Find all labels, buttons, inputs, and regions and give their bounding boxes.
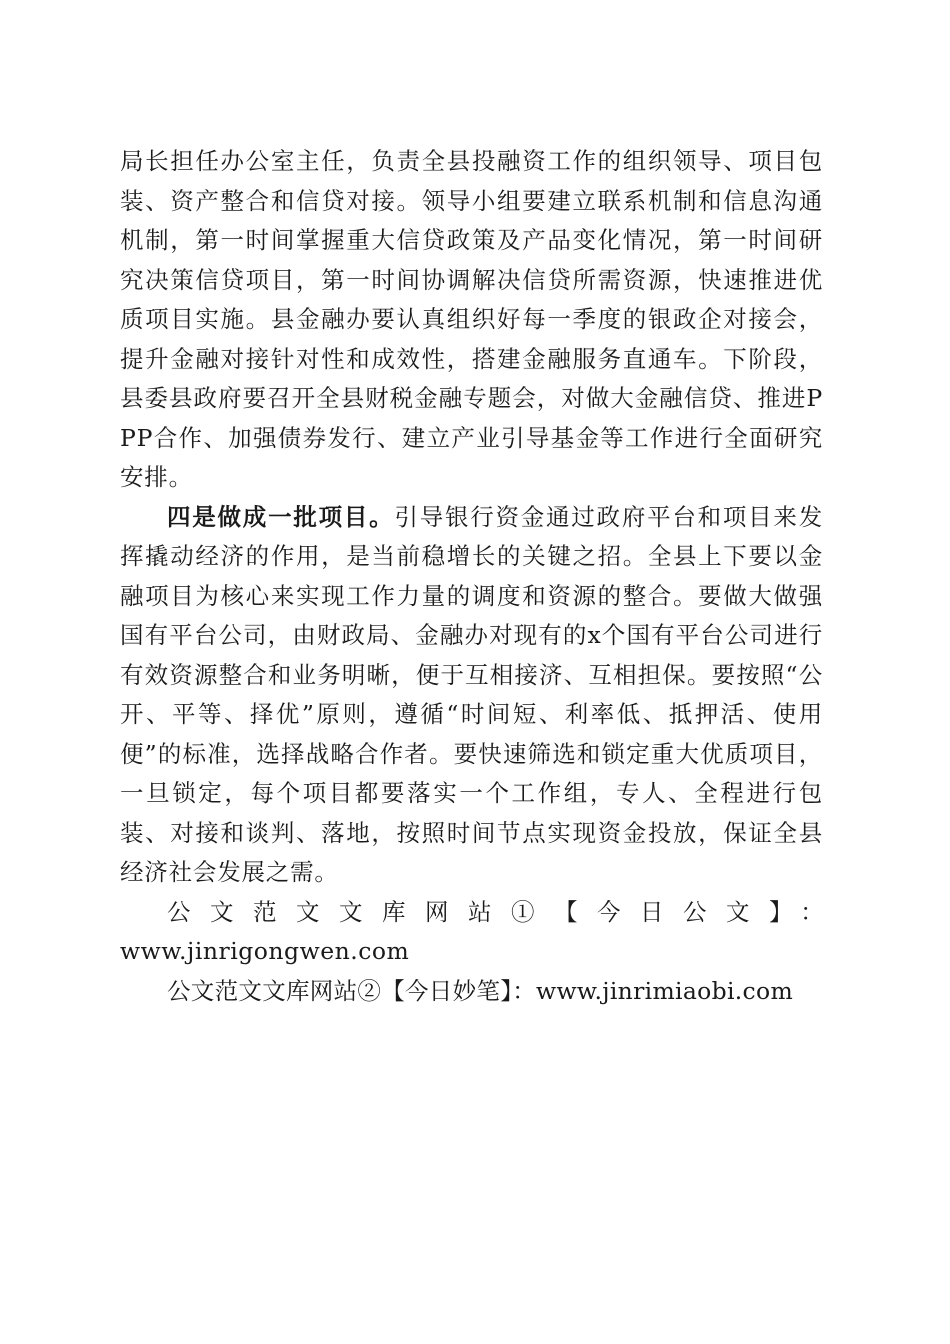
document-page (120, 142, 844, 1011)
paragraph-continued: 局长担任办公室主任，负责全县投融资工作的组织领导、项目包装、资产整合和信贷对接。领导小组要建立联系机制和信息沟通机制，第一时间掌握重大信贷政策及产品变化情况，第一时间研究决策信贷项目，第一时间协调解决信贷所需资源，快速推进优质项目实施。县金融办要认真组织好每一季度的银政企对接会，提升金融对接针对性和成效性，搭建金融服务直通车。下阶段，县委县政府要召开全县财税金融专题会，对做大金融信贷、推进PPP合作、加强债券发行、建立产业引导基金等工作进行全面研究安排。 (120, 147, 823, 491)
section-body: 引导银行资金通过政府平台和项目来发挥撬动经济的作用，是当前稳增长的关键之招。全县上下要以金融项目为核心来实现工作力量的调度和资源的整合。要做大做强国有平台公司，由财政局、金融办对现有的x个国有平台公司进行有效资源整合和业务明晰，便于互相接济、互相担保。要按照“公开、平等、择优”原则，遵循“时间短、利率低、抵押活、使用便”的标准，选择战略合作者。要快速筛选和锁定重大优质项目，一旦锁定，每个项目都要落实一个工作组，专人、全程进行包装、对接和谈判、落地，按照时间节点实现资金投放，保证全县经济社会发展之需。 (120, 502, 824, 886)
footer-source-2[interactable]: 公文范文文库网站②【今日妙笔】：www.jinrimiaobi.com (167, 976, 794, 1005)
footer-source-1-label: 公文范文文库网站①【今日公文】： (167, 897, 844, 926)
paragraph-section-four (120, 498, 823, 893)
footer-source-1-url[interactable]: www.jinrigongwen.com (120, 937, 410, 965)
section-lead: 四是做成一批项目。 (167, 502, 395, 531)
